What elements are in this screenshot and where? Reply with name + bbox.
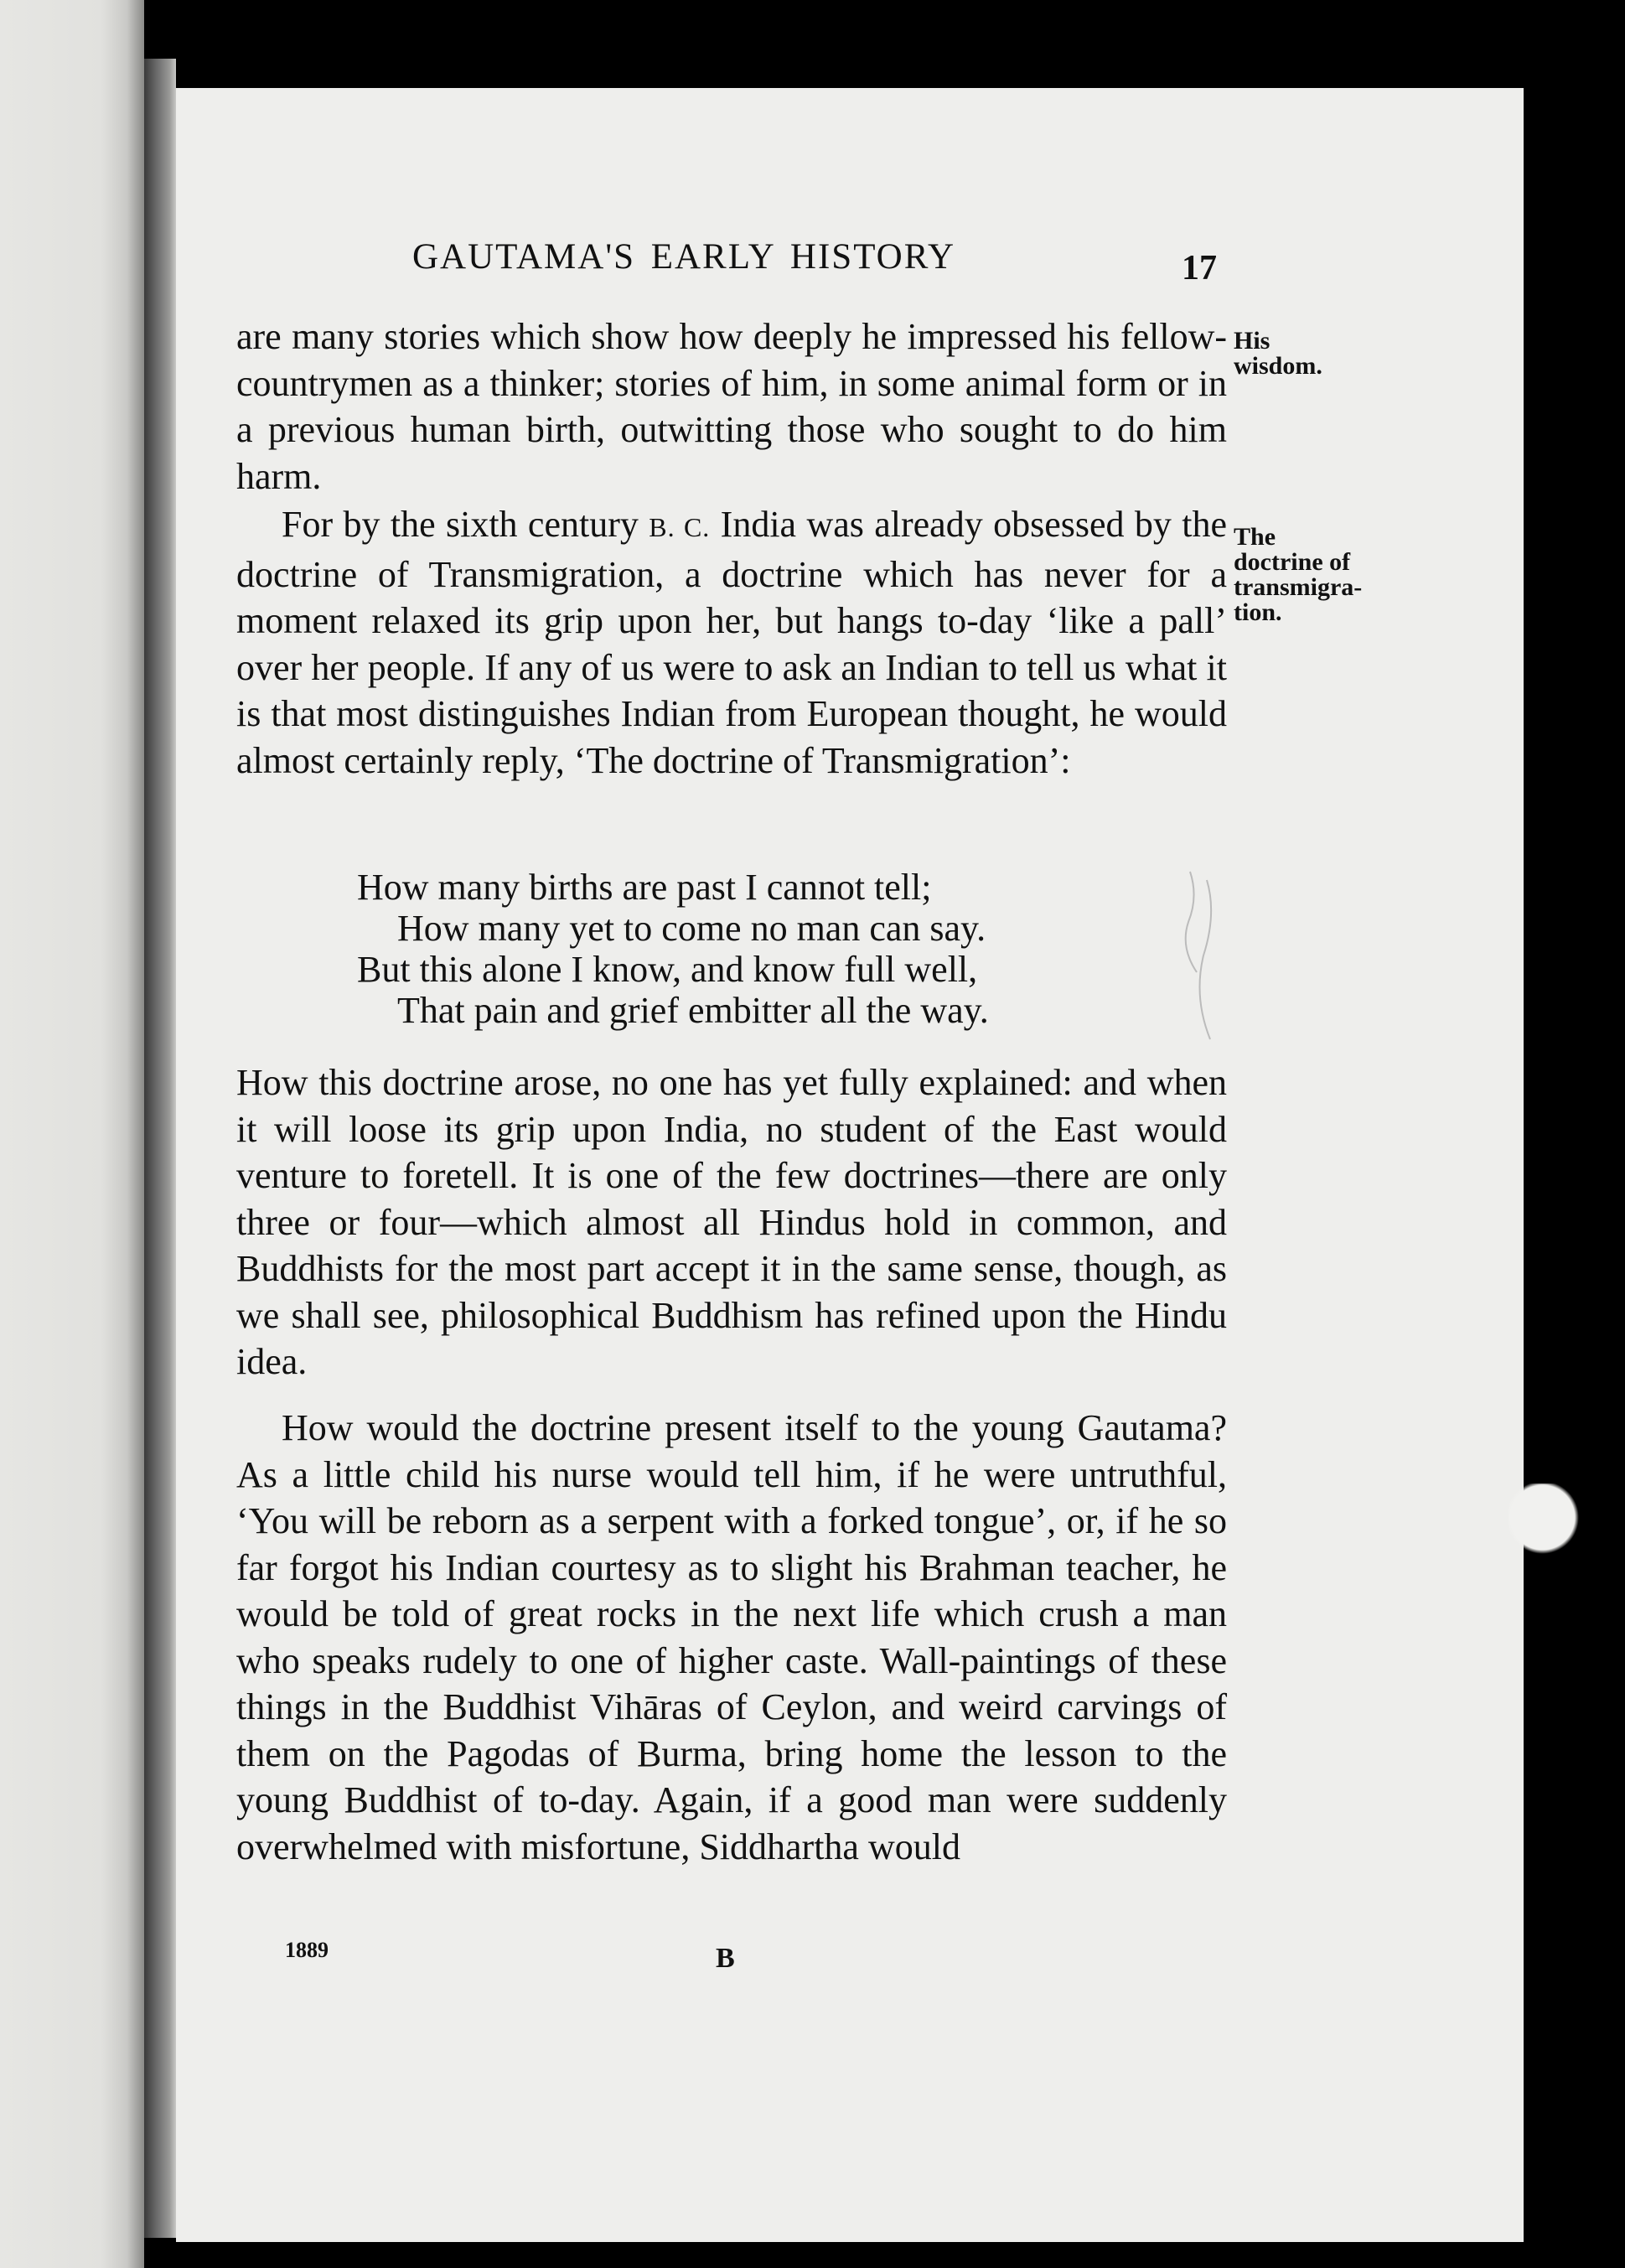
sidenote-line: transmigra- xyxy=(1234,573,1363,601)
page-number: 17 xyxy=(1182,249,1217,287)
bc-small-caps: B. C. xyxy=(649,512,711,542)
paragraph-2-rest: India was already obsessed by the doctrine of Transmigration, a doctrine which has never for a moment relaxed its grip upon her, but hangs to-day ‘like a pall’ over her people. If any of us were to ask an Indian to tell us what it is that most distinguishes Indian from European thought, he would almost certainly reply, ‘The doctrine of Transmigration’: xyxy=(236,504,1227,781)
verse-line: How many births are past I cannot tell; xyxy=(357,867,932,908)
page-edge-damage xyxy=(1509,1484,1584,1559)
printer-signature-number: 1889 xyxy=(285,1938,329,1962)
sidenote-line: His xyxy=(1234,327,1271,355)
running-head: GAUTAMA'S EARLY HISTORY xyxy=(412,237,956,277)
paragraph-4: How would the doctrine present itself to the young Gautama? As a little child his nurse would tell him, if he were untruthful, ‘You will be reborn as a serpent with a forked tongue’, or, if he so far forgot his Indian courtesy as to slight his Brahman teacher, he would be told of great rocks in the next life which crush a man who speaks rudely to one of higher caste. Wall-paintings of these things in the Buddhist Vihāras of Ceylon, and weird carvings of them on the Pagodas of Burma, bring home the lesson to the young Buddhist of to-day. Again, if a good man were suddenly overwhelmed with misfortune, Siddhartha would xyxy=(236,1407,1227,1867)
pencil-marks xyxy=(1173,863,1232,1048)
sidenote-line: doctrine of xyxy=(1234,548,1351,576)
printer-signature-letter: B xyxy=(716,1943,735,1974)
sidenote-his-wisdom xyxy=(1234,329,1322,379)
sidenote-transmigration xyxy=(1234,525,1362,625)
paragraph-2-start: For by the sixth century xyxy=(282,504,649,545)
verse-line: How many yet to come no man can say. xyxy=(397,908,986,949)
verse-quotation xyxy=(357,867,989,1031)
sidenote-line: The xyxy=(1234,523,1276,551)
paragraph-1: are many stories which show how deeply he impressed his fellow-countrymen as a thinker; stories of him, in some animal form or in a previous human birth, outwitting those who sought to do him harm. xyxy=(236,316,1227,497)
book-spine-shadow xyxy=(144,59,176,2238)
sidenote-line: wisdom. xyxy=(1234,352,1322,380)
verse-line: But this alone I know, and know full well, xyxy=(357,949,978,990)
sidenote-line: tion. xyxy=(1234,598,1282,626)
verse-line: That pain and grief embitter all the way. xyxy=(397,990,989,1031)
facing-page-edge xyxy=(0,0,144,2268)
paragraph-3: How this doctrine arose, no one has yet fully explained: and when it will loose its grip upon India, no student of the East would venture to foretell. It is one of the few doctrines—there are only three or four—which almost all Hindus hold in common, and Buddhists for the most part accept it in the same sense, though, as we shall see, philosophical Buddhism has refined upon the Hindu idea. xyxy=(236,1062,1227,1382)
paragraph-2 xyxy=(236,501,1227,784)
